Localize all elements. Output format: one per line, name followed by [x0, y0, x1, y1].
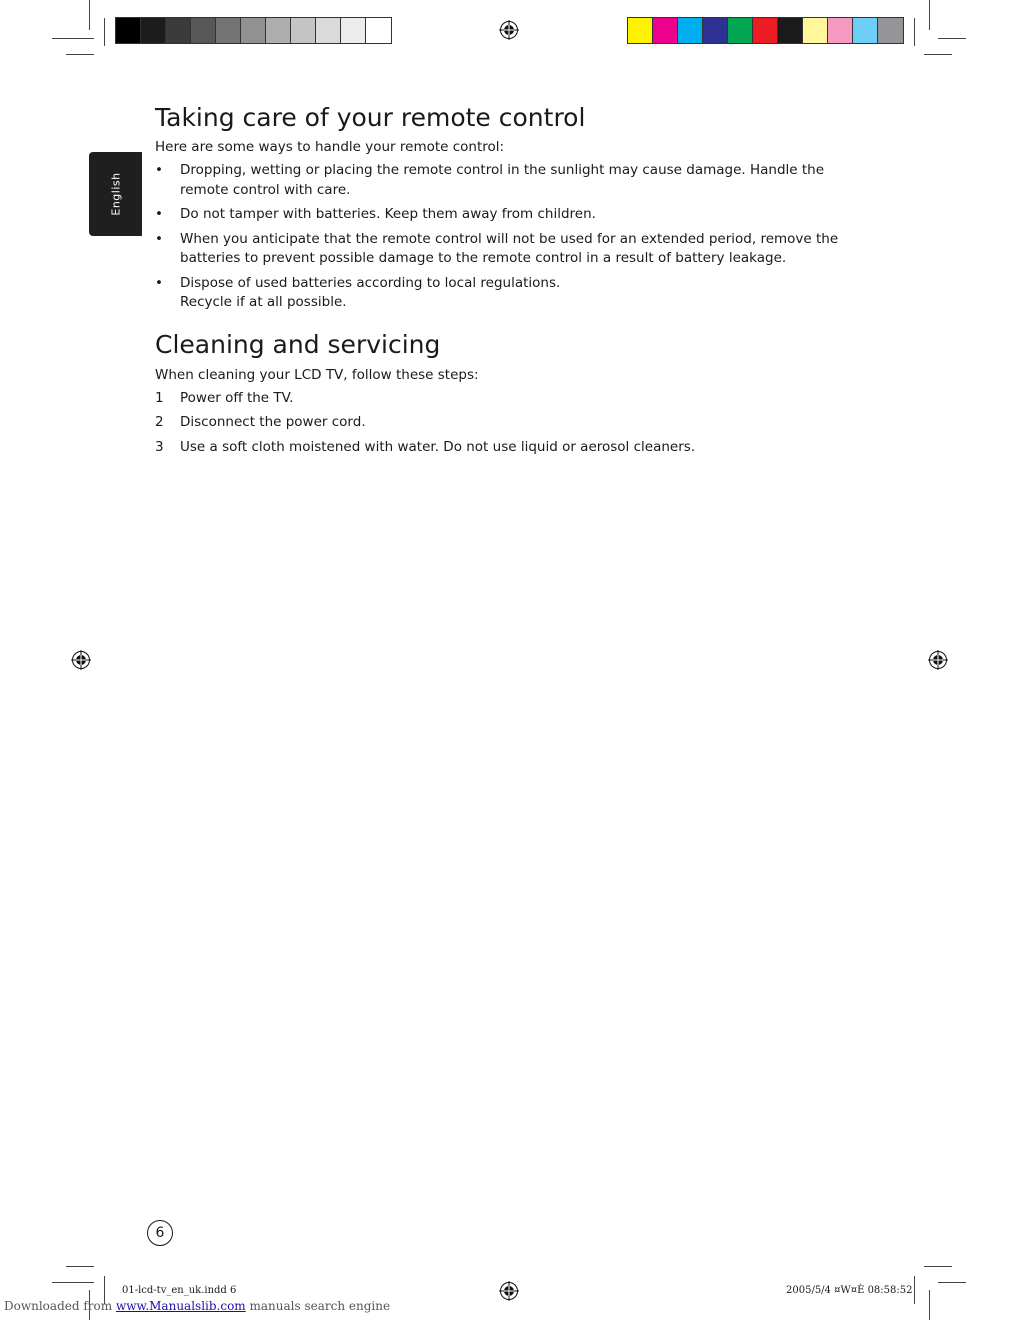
process-color-swatch: [628, 18, 653, 43]
grayscale-swatch: [166, 18, 191, 43]
crop-mark: [914, 1276, 915, 1304]
language-tab-label: English: [109, 172, 122, 216]
process-color-swatch: [878, 18, 903, 43]
step-number: 1: [155, 389, 164, 406]
download-footer: [4, 1299, 390, 1313]
crop-mark: [104, 18, 105, 46]
language-tab: [89, 152, 142, 236]
process-color-bar: [627, 17, 904, 44]
grayscale-swatch: [141, 18, 166, 43]
cleaning-steps-list: [155, 389, 855, 458]
process-color-swatch: [728, 18, 753, 43]
process-color-swatch: [828, 18, 853, 43]
grayscale-swatch: [216, 18, 241, 43]
process-color-swatch: [678, 18, 703, 43]
crop-mark: [924, 1266, 952, 1267]
remote-care-heading: Taking care of your remote control: [155, 103, 586, 132]
step-text: Disconnect the power cord.: [180, 414, 366, 430]
cleaning-section: [155, 329, 855, 458]
grayscale-color-bar: [115, 17, 392, 44]
process-color-swatch: [778, 18, 803, 43]
bullet-marker: •: [155, 206, 163, 222]
cleaning-heading: Cleaning and servicing: [155, 329, 441, 359]
grayscale-swatch: [116, 18, 141, 43]
manualslib-link[interactable]: www.Manualslib.com: [115, 1299, 246, 1313]
list-item-text: When you anticipate that the remote control will not be used for an extended period, remove the batteries to prevent possible damage to the remote control in a result of battery leakage.: [180, 230, 839, 266]
registration-mark-icon: [499, 1281, 519, 1301]
list-item: [155, 274, 855, 313]
print-slug-timestamp: 2005/5/4 ¤W¤È 08:58:52: [786, 1285, 913, 1296]
footer-prefix: Downloaded from: [4, 1299, 116, 1313]
step-text: Power off the TV.: [180, 389, 294, 406]
crop-mark: [52, 38, 94, 39]
print-slug-filename: 01-lcd-tv_en_uk.indd 6: [122, 1285, 237, 1296]
list-item-text: Dropping, wetting or placing the remote control in the sunlight may cause damage. Handle the remote control with care.: [180, 162, 825, 198]
process-color-swatch: [653, 18, 678, 43]
crop-mark: [924, 54, 952, 55]
crop-mark: [938, 38, 966, 39]
step-text: Use a soft cloth moistened with water. Do not use liquid or aerosol cleaners.: [180, 438, 696, 455]
list-item: [155, 438, 855, 458]
crop-mark: [89, 0, 90, 30]
registration-mark-icon: [928, 650, 948, 670]
crop-mark: [929, 1290, 930, 1320]
page-number: 6: [147, 1220, 173, 1246]
list-item-text: Dispose of used batteries according to local regulations.: [180, 274, 561, 291]
remote-care-section: [155, 102, 855, 313]
registration-mark-icon: [71, 650, 91, 670]
crop-mark: [938, 1282, 966, 1283]
crop-mark: [52, 1282, 94, 1283]
grayscale-swatch: [241, 18, 266, 43]
page-content: [155, 102, 855, 462]
grayscale-swatch: [341, 18, 366, 43]
grayscale-swatch: [291, 18, 316, 43]
process-color-swatch: [853, 18, 878, 43]
cleaning-intro: When cleaning your LCD TV, follow these steps:: [155, 366, 479, 383]
list-item: [155, 161, 855, 200]
registration-mark-icon: [499, 20, 519, 40]
remote-care-list: [155, 161, 855, 313]
list-item-text-line2: Recycle if at all possible.: [180, 294, 347, 310]
remote-care-intro: Here are some ways to handle your remote control:: [155, 139, 505, 155]
list-item: [155, 413, 855, 433]
crop-mark: [66, 1266, 94, 1267]
process-color-swatch: [803, 18, 828, 43]
bullet-marker: •: [155, 162, 163, 178]
bullet-marker: •: [155, 230, 163, 247]
bullet-marker: •: [155, 274, 163, 291]
crop-mark: [914, 18, 915, 46]
list-item: [155, 205, 855, 225]
crop-mark: [66, 54, 94, 55]
process-color-swatch: [753, 18, 778, 43]
step-number: 2: [155, 414, 164, 430]
grayscale-swatch: [316, 18, 341, 43]
list-item: [155, 389, 855, 409]
list-item-text: Do not tamper with batteries. Keep them away from children.: [180, 206, 596, 222]
grayscale-swatch: [266, 18, 291, 43]
list-item: [155, 230, 855, 269]
grayscale-swatch: [191, 18, 216, 43]
footer-suffix: manuals search engine: [245, 1299, 391, 1313]
step-number: 3: [155, 438, 164, 455]
grayscale-swatch: [366, 18, 391, 43]
process-color-swatch: [703, 18, 728, 43]
crop-mark: [929, 0, 930, 30]
